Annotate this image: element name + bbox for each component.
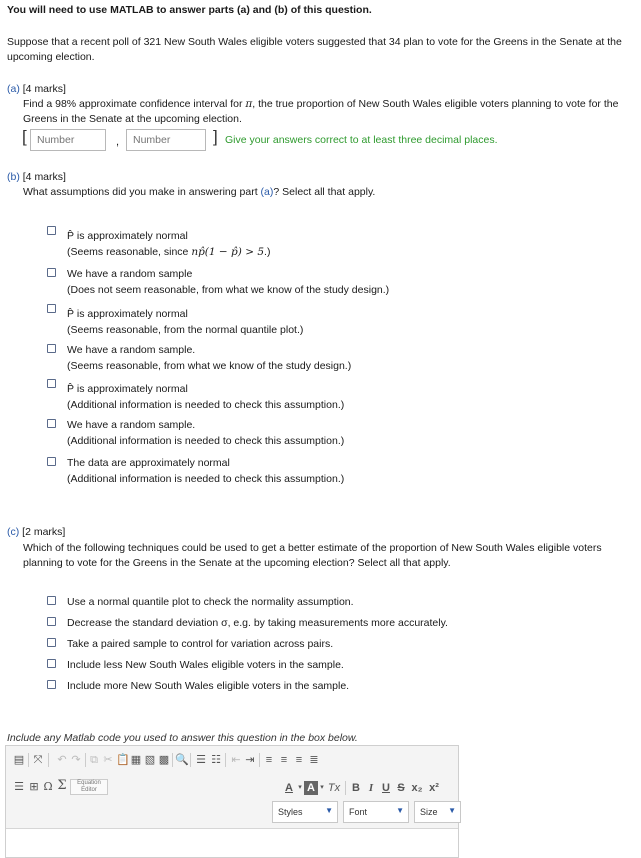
technique-checkbox-3[interactable] <box>47 638 56 647</box>
bold-button[interactable]: B <box>352 782 360 794</box>
assumption-checkbox-4[interactable] <box>47 344 56 353</box>
cut-icon[interactable]: ✂ <box>103 754 113 766</box>
subscript-button[interactable]: x₂ <box>411 782 423 794</box>
technique-checkbox-1[interactable] <box>47 596 56 605</box>
technique-checkbox-5[interactable] <box>47 680 56 689</box>
option-7-line2: (Additional information is needed to check this assumption.) <box>67 473 345 485</box>
assumption-option-1[interactable] <box>67 228 270 260</box>
strikethrough-button[interactable]: S <box>397 782 405 794</box>
remove-format-button[interactable]: Tx <box>327 782 341 794</box>
bg-color-button[interactable]: A <box>304 781 318 795</box>
assumption-option-3[interactable] <box>67 306 303 338</box>
option-3-line2: (Seems reasonable, from the normal quantile plot.) <box>67 324 304 336</box>
option-1-line1: P̂ is approximately normal <box>67 230 188 242</box>
rich-text-editor <box>5 745 459 858</box>
option-7-line1: The data are approximately normal <box>67 457 230 469</box>
option-2-line1: We have a random sample <box>67 268 193 280</box>
assumption-option-7[interactable] <box>67 455 344 487</box>
bg-color-dropdown[interactable]: ▾ <box>320 784 324 791</box>
undo-icon[interactable]: ↶ <box>57 754 67 766</box>
technique-option-3[interactable]: Take a paired sample to control for variation across pairs. <box>67 638 334 650</box>
align-center-icon[interactable]: ≡ <box>280 754 288 766</box>
equation-editor-button[interactable]: Equation Editor <box>70 779 108 795</box>
close-bracket: ] <box>213 127 218 146</box>
part-b-label: (b) <box>7 171 20 183</box>
toolbar-separator <box>190 753 191 767</box>
toolbar-separator <box>172 753 173 767</box>
sum-icon[interactable]: Σ <box>57 778 67 793</box>
chevron-down-icon: ▼ <box>396 806 404 815</box>
underline-button[interactable]: U <box>382 782 390 794</box>
part-c-question: Which of the following techniques could be used to get a better estimate of the proportion of New South Wales eligible voters planning to vote for the Greens in the Senate at the upcoming election? Select all that apply. <box>23 542 602 569</box>
toolbar-separator <box>28 753 29 767</box>
technique-checkbox-4[interactable] <box>47 659 56 668</box>
option-2-line2: (Does not seem reasonable, from what we know of the study design.) <box>67 284 390 296</box>
chevron-down-icon: ▼ <box>325 806 333 815</box>
technique-option-2[interactable]: Decrease the standard deviation σ, e.g. by taking measurements more accurately. <box>67 617 448 629</box>
source-icon[interactable]: ▤ <box>13 754 25 766</box>
align-left-icon[interactable]: ≡ <box>265 754 273 766</box>
code-text-area[interactable] <box>6 830 458 858</box>
text-color-button[interactable]: A <box>285 782 293 794</box>
decrease-indent-icon[interactable]: ⇤ <box>231 754 241 766</box>
copy-icon[interactable]: ⧉ <box>90 754 98 766</box>
option-6-line1: We have a random sample. <box>67 419 196 431</box>
condition-math: np̂(1 − p̂) > 5 <box>191 246 265 258</box>
instruction-heading: You will need to use MATLAB to answer parts (a) and (b) of this question. <box>7 4 372 16</box>
align-right-icon[interactable]: ≡ <box>295 754 303 766</box>
text-color-dropdown[interactable]: ▾ <box>298 784 302 791</box>
part-c-marks: [2 marks] <box>22 526 66 538</box>
lower-bound-input[interactable] <box>30 129 106 151</box>
part-a-marks: [4 marks] <box>22 83 66 95</box>
bulleted-list-icon[interactable]: ☷ <box>211 754 221 766</box>
pi-symbol: π <box>245 98 253 110</box>
special-char-icon[interactable]: Ω <box>43 780 53 793</box>
part-a-question: Find a 98% approximate confidence interval for π, the true proportion of New South Wales eligible voters planning to vote for the Greens in the Senate at the upcoming election. <box>23 98 619 125</box>
part-b-question: What assumptions did you make in answering part (a)? Select all that apply. <box>23 186 376 198</box>
option-4-line2: (Seems reasonable, from what we know of the study design.) <box>67 360 352 372</box>
editor-toolbar <box>6 746 458 829</box>
technique-option-4[interactable]: Include less New South Wales eligible voters in the sample. <box>67 659 344 671</box>
font-dropdown[interactable]: Font ▼ <box>343 801 409 823</box>
option-4-line1: We have a random sample. <box>67 344 196 356</box>
part-a-link[interactable]: (a) <box>260 186 274 198</box>
assumption-checkbox-3[interactable] <box>47 304 56 313</box>
open-bracket: [ <box>22 127 27 146</box>
part-c-label: (c) <box>7 526 20 538</box>
numbered-list-icon[interactable]: ☰ <box>196 754 206 766</box>
part-a-label: (a) <box>7 83 20 95</box>
italic-button[interactable]: I <box>368 782 374 794</box>
paste-word-icon[interactable]: ▧ <box>144 754 156 766</box>
precision-hint: Give your answers correct to at least three decimal places. <box>225 134 498 146</box>
assumption-option-6[interactable] <box>67 417 344 449</box>
align-justify-icon[interactable]: ≣ <box>309 754 319 766</box>
technique-option-5[interactable]: Include more New South Wales eligible voters in the sample. <box>67 680 350 692</box>
option-5-line1: P̂ is approximately normal <box>67 383 188 395</box>
toolbar-separator <box>225 753 226 767</box>
toolbar-separator <box>48 753 49 767</box>
toolbar-separator <box>85 753 86 767</box>
option-1-line2: (Seems reasonable, since np̂(1 − p̂) > 5.) <box>67 246 271 258</box>
assumption-checkbox-7[interactable] <box>47 457 56 466</box>
option-5-line2: (Additional information is needed to check this assumption.) <box>67 399 345 411</box>
increase-indent-icon[interactable]: ⇥ <box>245 754 255 766</box>
assumption-checkbox-5[interactable] <box>47 379 56 388</box>
assumption-checkbox-6[interactable] <box>47 419 56 428</box>
part-c-heading <box>7 526 65 538</box>
size-dropdown[interactable]: Size ▼ <box>414 801 461 823</box>
part-a-heading <box>7 83 66 95</box>
superscript-button[interactable]: x² <box>429 782 439 794</box>
horizontal-rule-icon[interactable]: ☰ <box>14 781 24 793</box>
part-b-heading <box>7 171 66 183</box>
assumption-checkbox-2[interactable] <box>47 268 56 277</box>
upper-bound-input[interactable] <box>126 129 206 151</box>
styles-dropdown[interactable]: Styles ▼ <box>272 801 338 823</box>
technique-checkbox-2[interactable] <box>47 617 56 626</box>
assumption-option-5[interactable] <box>67 381 344 413</box>
assumption-option-2[interactable] <box>67 266 389 298</box>
toolbar-separator <box>259 753 260 767</box>
maximize-icon[interactable]: ⤧ <box>33 754 43 766</box>
part-b-marks: [4 marks] <box>22 171 66 183</box>
assumption-option-4[interactable] <box>67 342 351 374</box>
chevron-down-icon: ▼ <box>448 806 456 815</box>
paste-icon[interactable]: 📋 <box>116 754 130 766</box>
paste-image-icon[interactable]: ▩ <box>158 754 170 766</box>
option-3-line1: P̂ is approximately normal <box>67 308 188 320</box>
table-icon[interactable]: ⊞ <box>29 781 39 793</box>
question-intro: Suppose that a recent poll of 321 New South Wales eligible voters suggested that 34 plan to vote for the Greens in the Senate at the upcoming election. <box>7 36 622 63</box>
toolbar-separator <box>345 781 346 795</box>
technique-option-1[interactable]: Use a normal quantile plot to check the normality assumption. <box>67 596 354 608</box>
option-6-line2: (Additional information is needed to check this assumption.) <box>67 435 345 447</box>
paste-text-icon[interactable]: ▦ <box>130 754 142 766</box>
find-icon[interactable]: 🔍 <box>175 754 189 766</box>
assumption-checkbox-1[interactable] <box>47 226 56 235</box>
interval-comma: , <box>116 136 120 148</box>
redo-icon[interactable]: ↷ <box>71 754 81 766</box>
matlab-prompt: Include any Matlab code you used to answer this question in the box below. <box>7 732 358 744</box>
